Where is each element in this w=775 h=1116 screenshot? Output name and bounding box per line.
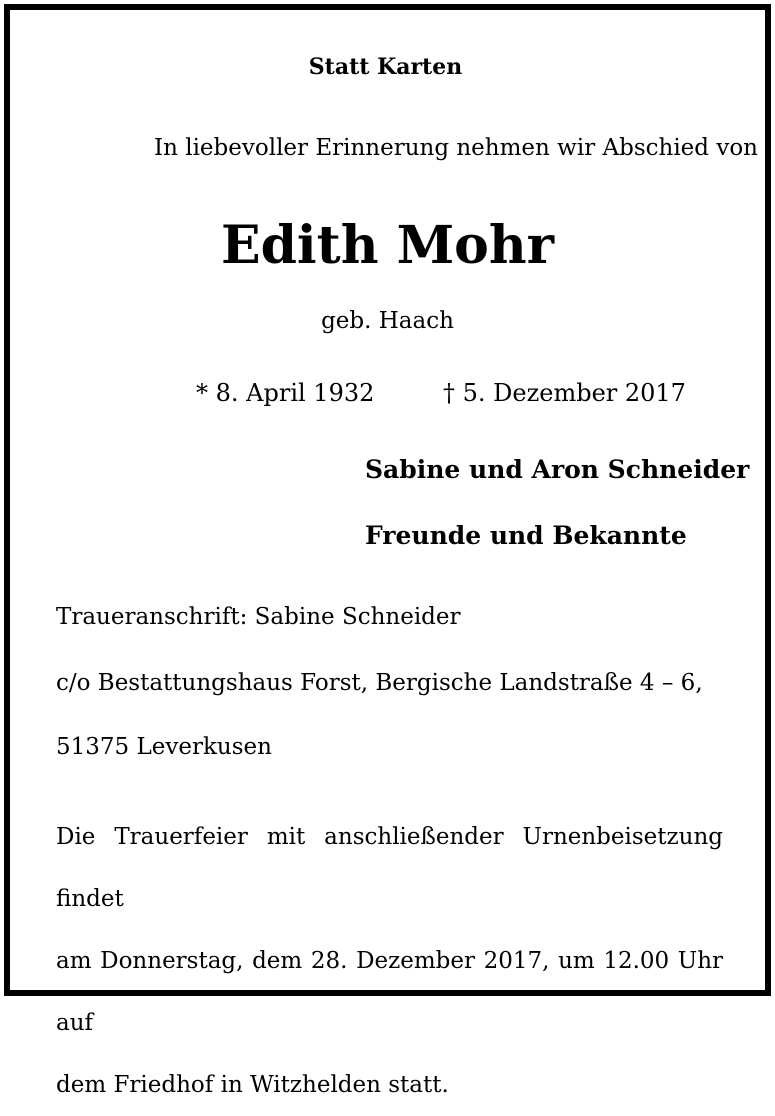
mourner-family: Sabine und Aron Schneider <box>365 455 750 484</box>
ceremony-notice <box>56 806 723 1116</box>
mourning-address-name: Traueranschrift: Sabine Schneider <box>56 604 461 630</box>
intro-text: In liebevoller Erinnerung nehmen wir Abschied von <box>154 135 758 161</box>
ceremony-line: dem Friedhof in Witzhelden statt. <box>56 1072 449 1098</box>
maiden-name: geb. Haach <box>321 308 454 334</box>
obituary-notice <box>4 4 771 1098</box>
mourner-friends: Freunde und Bekannte <box>365 521 687 550</box>
mourning-address-street: c/o Bestattungshaus Forst, Bergische Landstraße 4 – 6, <box>56 670 703 696</box>
birth-date: * 8. April 1932 <box>196 379 375 407</box>
header-statt-karten: Statt Karten <box>308 54 463 80</box>
ceremony-line: am Donnerstag, dem 28. Dezember 2017, um 12.00 Uhr auf <box>56 948 723 1036</box>
death-date: † 5. Dezember 2017 <box>443 379 686 407</box>
mourning-address-city: 51375 Leverkusen <box>56 734 272 760</box>
deceased-name: Edith Mohr <box>220 215 555 276</box>
ceremony-line: Die Trauerfeier mit anschließender Urnenbeisetzung findet <box>56 824 723 912</box>
